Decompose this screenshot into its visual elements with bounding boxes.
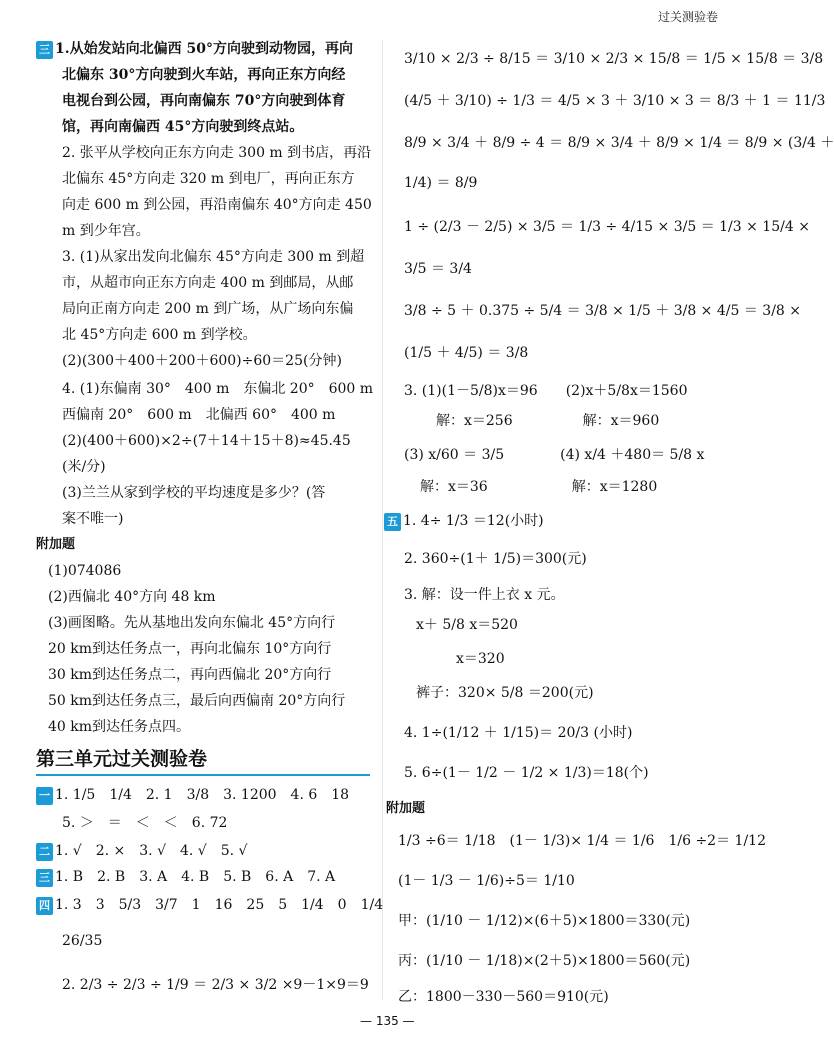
answer-line: 2. 张平从学校向正东方向走 300 m 到书店，再沿 xyxy=(62,145,372,161)
unit-title: 第三单元过关测验卷 xyxy=(36,748,208,770)
section-badge: 一 xyxy=(36,787,53,805)
answer-line: 馆，再向南偏西 45°方向驶到终点站。 xyxy=(62,119,304,135)
answer-line: (米/分) xyxy=(62,459,106,475)
answer-line: 1/4) ＝ 8/9 xyxy=(404,175,478,191)
section-badge: 三 xyxy=(36,41,53,59)
answer-line: (2)(300＋400＋200＋600)÷60＝25(分钟) xyxy=(62,353,342,369)
answer-line: 30 km到达任务点二，再向西偏北 20°方向行 xyxy=(48,667,332,683)
answer-line: 1/3 ÷6＝ 1/18 (1－ 1/3)× 1/4 ＝ 1/6 1/6 ÷2＝ 1/12 xyxy=(398,833,766,849)
section-badge: 五 xyxy=(384,513,401,531)
bonus-heading: 附加题 xyxy=(36,537,76,552)
answer-line: 裤子：320× 5/8 ＝200(元) xyxy=(416,685,594,701)
bonus-heading: 附加题 xyxy=(386,801,426,816)
answer-line: (4/5 ＋ 3/10) ÷ 1/3 ＝ 4/5 × 3 ＋ 3/10 × 3 ＝ 8/3 ＋ 1 ＝ 11/3 xyxy=(404,93,826,109)
section-badge: 二 xyxy=(36,843,53,861)
answer-line: (3) x/60 ＝ 3/5 (4) x/4 ＋480＝ 5/8 x xyxy=(404,447,705,463)
answer-line: 26/35 xyxy=(62,933,103,949)
answer-line: 3. (1)(1－5/8)x＝96 (2)x＋5/8x＝1560 xyxy=(404,383,688,399)
answer-line: (1－ 1/3 － 1/6)÷5＝ 1/10 xyxy=(398,873,575,889)
answer-line: 4. 1÷(1/12 ＋ 1/15)＝ 20/3 (小时) xyxy=(404,725,633,741)
section-badge: 三 xyxy=(36,869,53,887)
answer-line: 3/10 × 2/3 ÷ 8/15 ＝ 3/10 × 2/3 × 15/8 ＝ 1/5 × 15/8 ＝ 3/8 xyxy=(404,51,824,67)
answer-line: 四 1. 3 3 5/3 3/7 1 16 25 5 1/4 0 1/4 xyxy=(36,896,383,915)
answer-line: 市，从超市向正东方向走 400 m 到邮局，从邮 xyxy=(62,275,354,291)
section-badge: 四 xyxy=(36,897,53,915)
page-number: — 135 — xyxy=(360,1014,415,1028)
answer-line: 5. ＞ ＝ ＜ ＜ 6. 72 xyxy=(62,815,228,831)
answer-line: x＝320 xyxy=(456,651,505,667)
answer-line: 西偏南 20° 600 m 北偏西 60° 400 m xyxy=(62,407,336,423)
column-divider xyxy=(382,40,383,1000)
answer-line: 案不唯一) xyxy=(62,511,124,527)
answer-line: 2. 2/3 ÷ 2/3 ÷ 1/9 ＝ 2/3 × 3/2 ×9－1×9＝9 xyxy=(62,977,369,993)
answer-line: x＋ 5/8 x＝520 xyxy=(416,617,518,633)
answer-line: 北偏东 30°方向驶到火车站，再向正东方向经 xyxy=(62,67,346,83)
answer-line: 电视台到公园，再向南偏东 70°方向驶到体育 xyxy=(62,93,346,109)
answer-line: 2. 360÷(1＋ 1/5)＝300(元) xyxy=(404,551,587,567)
answer-line: (2)(400＋600)×2÷(7＋14＋15＋8)≈45.45 xyxy=(62,433,351,449)
answer-line: 局向正南方向走 200 m 到广场，从广场向东偏 xyxy=(62,301,354,317)
answer-line: 一 1. 1/5 1/4 2. 1 3/8 3. 1200 4. 6 18 xyxy=(36,786,349,805)
page-header-title: 过关测验卷 xyxy=(657,10,718,24)
answer-line: 北 45°方向走 600 m 到学校。 xyxy=(62,327,257,343)
answer-line: 二 1. √ 2. × 3. √ 4. √ 5. √ xyxy=(36,842,247,861)
answer-line: 五 1. 4÷ 1/3 ＝12(小时) xyxy=(384,512,544,531)
answer-line: 三 1.从始发站向北偏西 50°方向驶到动物园，再向 xyxy=(36,40,353,59)
answer-line: 解：x＝36 解：x＝1280 xyxy=(420,479,658,495)
answer-line: (3)画图略。先从基地出发向东偏北 45°方向行 xyxy=(48,615,336,631)
answer-line: 50 km到达任务点三，最后向西偏南 20°方向行 xyxy=(48,693,346,709)
answer-line: 8/9 × 3/4 ＋ 8/9 ÷ 4 ＝ 8/9 × 3/4 ＋ 8/9 × 1/4 ＝ 8/9 × (3/4 ＋ xyxy=(404,135,834,151)
answer-line: 20 km到达任务点一，再向北偏东 10°方向行 xyxy=(48,641,332,657)
answer-line: 甲：(1/10 － 1/12)×(6＋5)×1800＝330(元) xyxy=(398,913,691,929)
answer-line: 5. 6÷(1－ 1/2 － 1/2 × 1/3)＝18(个) xyxy=(404,765,649,781)
answer-line: 三 1. B 2. B 3. A 4. B 5. B 6. A 7. A xyxy=(36,868,335,887)
answer-line: 北偏东 45°方向走 320 m 到电厂，再向正东方 xyxy=(62,171,355,187)
answer-line: 丙：(1/10 － 1/18)×(2＋5)×1800＝560(元) xyxy=(398,953,691,969)
answer-line: 3. 解：设一件上衣 x 元。 xyxy=(404,587,565,603)
answer-line: (2)西偏北 40°方向 48 km xyxy=(48,589,216,605)
title-rule xyxy=(36,774,370,776)
answer-line: 3/8 ÷ 5 ＋ 0.375 ÷ 5/4 ＝ 3/8 × 1/5 ＋ 3/8 × 4/5 ＝ 3/8 × xyxy=(404,303,802,319)
answer-line: (1)074086 xyxy=(48,563,122,579)
answer-line: m 到少年宫。 xyxy=(62,223,150,239)
answer-line: 3. (1)从家出发向北偏东 45°方向走 300 m 到超 xyxy=(62,249,365,265)
answer-line: 40 km到达任务点四。 xyxy=(48,719,191,735)
answer-line: 解：x＝256 解：x＝960 xyxy=(436,413,660,429)
answer-line: 1 ÷ (2/3 － 2/5) × 3/5 ＝ 1/3 ÷ 4/15 × 3/5 ＝ 1/3 × 15/4 × xyxy=(404,219,810,235)
answer-line: 乙：1800－330－560＝910(元) xyxy=(398,989,609,1005)
answer-line: 向走 600 m 到公园，再沿南偏东 40°方向走 450 xyxy=(62,197,372,213)
answer-line: (1/5 ＋ 4/5) ＝ 3/8 xyxy=(404,345,529,361)
answer-line: 3/5 ＝ 3/4 xyxy=(404,261,472,277)
answer-line: (3)兰兰从家到学校的平均速度是多少？(答 xyxy=(62,485,326,501)
answer-line: 4. (1)东偏南 30° 400 m 东偏北 20° 600 m xyxy=(62,381,374,397)
